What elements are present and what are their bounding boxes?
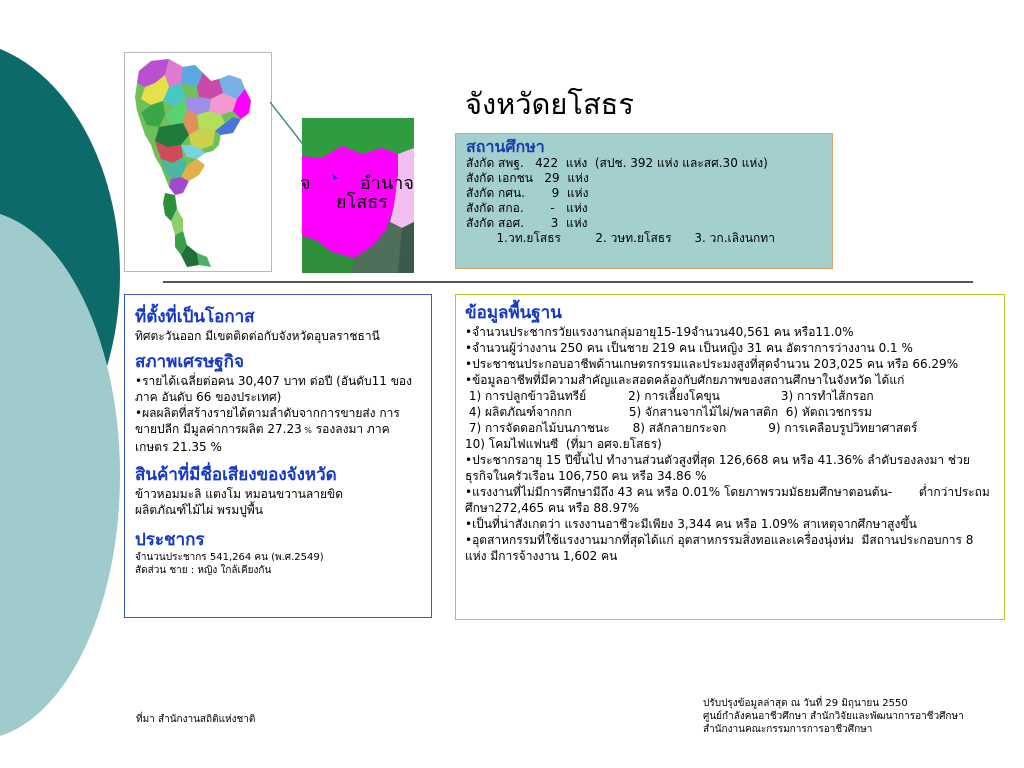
occupation-row: 7) การจัดดอกไม้บนภาชนะ 8) สลักลายกระจก 9) การเคลือบรูปวิทยาศาสตร์	[465, 421, 918, 435]
map-label-amnat: อำนาจ	[360, 173, 414, 194]
province-overview-box	[124, 294, 432, 618]
basic-info-line: •จำนวนประชากรวัยแรงงานกลุ่มอายุ15-19จำนวน40,561 คน หรือ11.0%	[465, 325, 854, 339]
source-note: ที่มา สำนักงานสถิติแห่งชาติ	[136, 714, 256, 725]
economy-production-b: รองลงมา ภาคเกษตร 21.35 %	[135, 422, 390, 454]
yasothon-map-zoom	[302, 118, 414, 273]
page-title: จังหวัดยโสธร	[465, 87, 634, 121]
occupation-row: 10) โคมไฟแฟนซี (ที่มา อศจ.ยโสธร)	[465, 437, 662, 451]
occupation-row: 1) การปลูกข้าวอินทรีย์ 2) การเลี้ยงโคขุน 3) การทำไส้กรอก	[465, 389, 874, 403]
economy-income-text: •รายได้เฉลี่ยต่อคน 30,407 บาท ต่อปี (อันดับ11 ของภาค อันดับ 66 ของประเทศ)	[135, 374, 412, 404]
education-line: 1.วท.ยโสธร 2. วษท.ยโสธร 3. วก.เลิงนกทา	[466, 231, 775, 245]
occupation-row: 4) ผลิตภัณฑ์จากกก 5) จักสานจากไม้ไผ่/พลาสติก 6) หัตถเวชกรรม	[465, 405, 872, 419]
thailand-map-image	[124, 52, 272, 272]
update-office: ศูนย์กำลังคนอาชีวศึกษา สำนักวิจัยและพัฒนาการอาชีวศึกษา	[703, 711, 964, 722]
education-heading: สถานศึกษา	[466, 137, 545, 156]
map-label-partial: จ	[300, 173, 311, 194]
percent-sign: %	[301, 426, 312, 435]
education-line: สังกัด สกอ. - แห่ง	[466, 201, 588, 215]
economy-heading: สภาพเศรษฐกิจ	[135, 352, 244, 372]
education-line: สังกัด เอกชน 29 แห่ง	[466, 171, 589, 185]
basic-info-heading: ข้อมูลพื้นฐาน	[465, 303, 562, 323]
basic-info-box	[455, 294, 1005, 620]
education-line: สังกัด สพฐ. 422 แห่ง (สปช. 392 แห่ง และสศ.30 แห่ง)	[466, 156, 768, 170]
education-line: สังกัด สอศ. 3 แห่ง	[466, 216, 588, 230]
population-ratio: สัดส่วน ชาย : หญิง ใกล้เคียงกัน	[135, 565, 272, 576]
basic-info-line: •เป็นที่น่าสังเกตว่า แรงงานอาชีวะมีเพียง 3,344 คน หรือ 1.09% สาเหตุจากศึกษาสูงขึ้น	[465, 517, 917, 531]
horizontal-divider	[163, 281, 973, 283]
economy-production-a: •ผลผลิตที่สร้างรายได้ตามลำดับจากการขายส่ง การขายปลีก มีมูลค่าการผลิต 27.23	[135, 406, 400, 436]
education-line: สังกัด กศน. 9 แห่ง	[466, 186, 589, 200]
basic-info-line: •จำนวนผู้ว่างงาน 250 คน เป็นชาย 219 คน เป็นหญิง 31 คน อัตราการว่างงาน 0.1 %	[465, 341, 913, 355]
products-heading: สินค้าที่มีชื่อเสียงของจังหวัด	[135, 465, 337, 485]
products-line: ข้าวหอมมะลิ แตงโม หมอนขวานลายขิด	[135, 487, 344, 501]
location-heading: ที่ตั้งที่เป็นโอกาส	[135, 307, 255, 327]
education-stats-box	[455, 133, 833, 269]
population-count: จำนวนประชากร 541,264 คน (พ.ศ.2549)	[135, 552, 324, 563]
basic-info-line: •แรงงานที่ไม่มีการศึกษามีถึง 43 คน หรือ 0.01% โดยภาพรวมมัธยมศึกษาตอนต้น- ต่ำกว่าประถมศึกษา272,465 คน หรือ 88.97%	[465, 485, 990, 515]
update-date: ปรับปรุงข้อมูลล่าสุด ณ วันที่ 29 มิถุนายน 2550	[703, 698, 908, 709]
basic-info-line: •ข้อมูลอาชีพที่มีความสำคัญและสอดคล้องกับศักยภาพของสถานศึกษาในจังหวัด ได้แก่	[465, 373, 905, 387]
map-label-yasothon: ยโสธร	[336, 192, 388, 213]
basic-info-line: •ประชาชนประกอบอาชีพด้านเกษตรกรรมและประมงสูงที่สุดจำนวน 203,025 คน หรือ 66.29%	[465, 357, 959, 371]
population-heading: ประชากร	[135, 530, 205, 550]
basic-info-line: •ประชากรอายุ 15 ปีขึ้นไป ทำงานส่วนตัวสูงที่สุด 126,668 คน หรือ 41.36% ลำดับรองลงมา ช่วยธุรกิจในครัวเรือน 106,750 คน หรือ 34.86 %	[465, 453, 970, 483]
location-text: ทิศตะวันออก มีเขตติดต่อกับจังหวัดอุบลราชธานี	[135, 329, 380, 343]
update-agency: สำนักงานคณะกรรมการการอาชีวศึกษา	[703, 724, 873, 735]
update-note	[703, 697, 964, 736]
economy-production-text	[135, 405, 421, 455]
products-line: ผลิตภัณฑ์ไม้ไผ่ พรมปูพื้น	[135, 503, 264, 517]
basic-info-line: •อุตสาหกรรมที่ใช้แรงงานมากที่สุดได้แก่ อุตสาหกรรมสิ่งทอและเครื่องนุ่งห่ม มีสถานประกอบการ 8 แห่ง มีการจ้างงาน 1,602 คน	[465, 533, 978, 563]
